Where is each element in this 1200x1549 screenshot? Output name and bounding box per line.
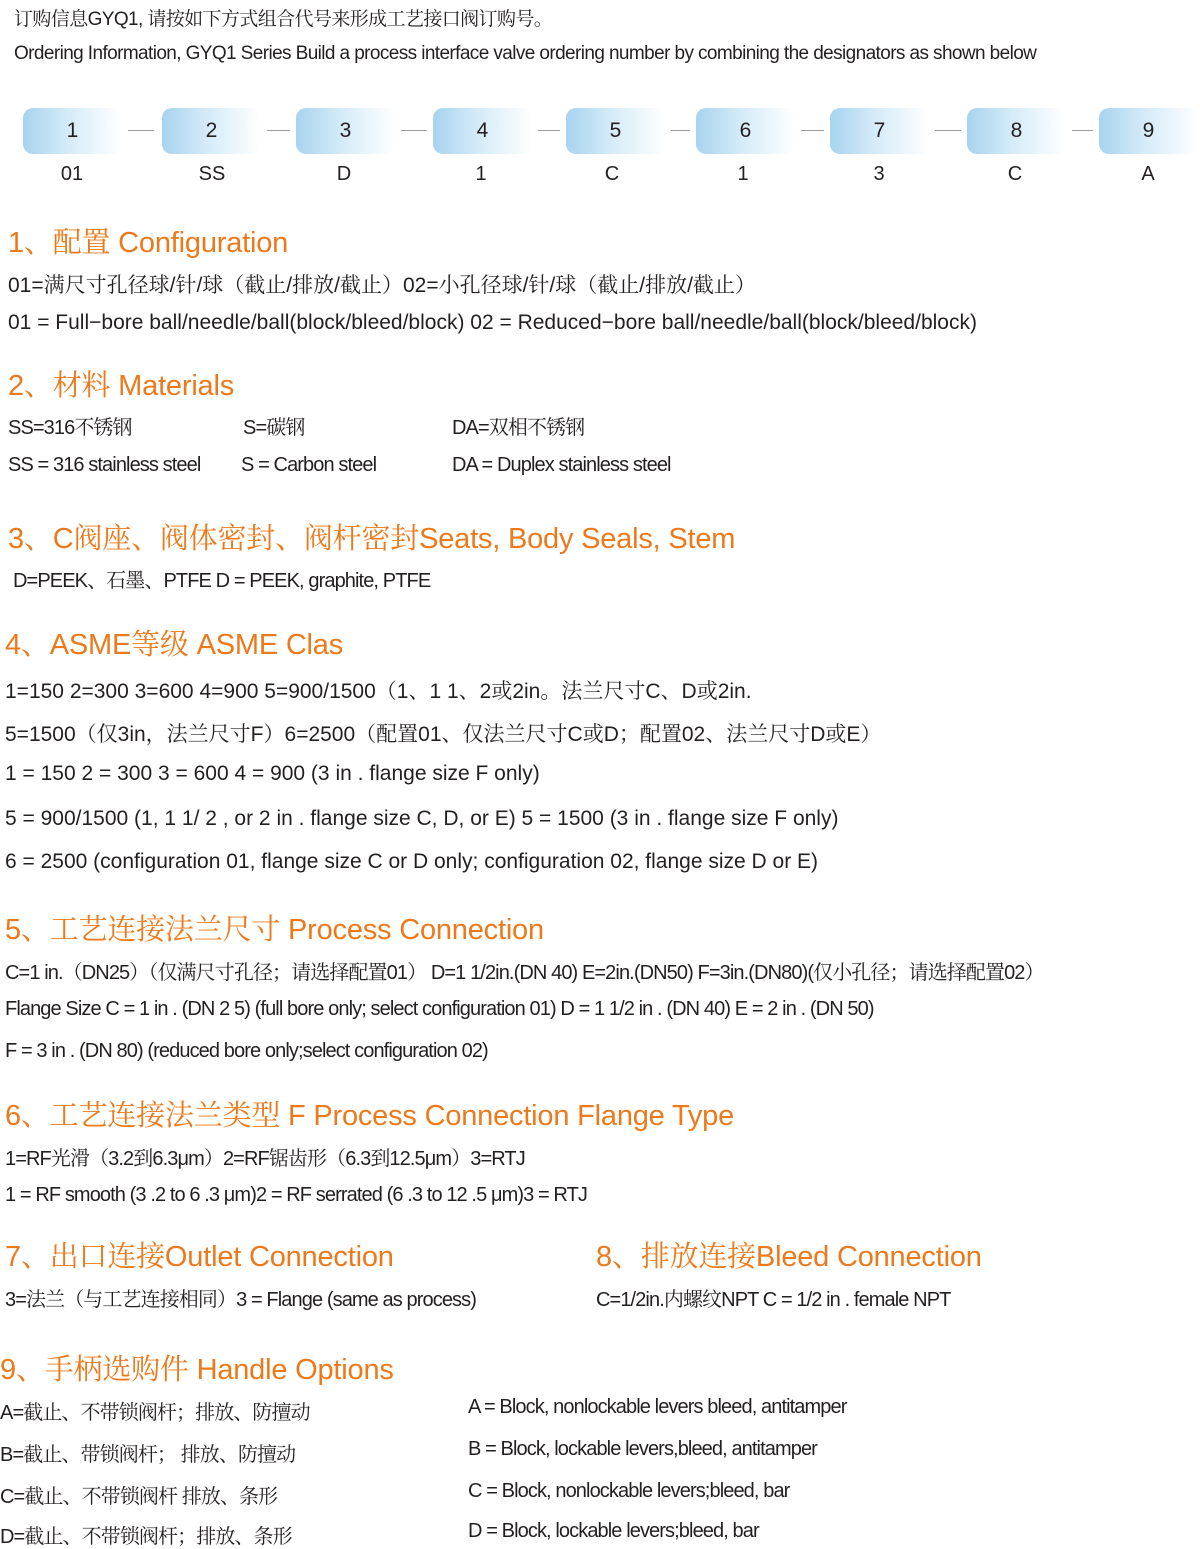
section-4-title: 4、ASME等级 ASME Clas xyxy=(5,629,344,661)
code-box-number: 2 xyxy=(205,119,218,142)
connector-line xyxy=(401,130,427,131)
code-box-9 xyxy=(1099,108,1198,154)
code-box-7 xyxy=(830,108,929,154)
section-9-title: 9、手柄选购件 Handle Options xyxy=(0,1354,394,1386)
connector-line xyxy=(128,130,154,131)
material-ss-en: SS = 316 stainless steel xyxy=(8,454,201,476)
code-value-5: C xyxy=(604,163,620,185)
section-1-en: 01 = Full−bore ball/needle/ball(block/bleed/block) 02 = Reduced−bore ball/needle/ball(block/bleed/block) xyxy=(8,311,977,334)
code-box-8 xyxy=(967,108,1066,154)
section-7-title: 7、出口连接Outlet Connection xyxy=(5,1241,394,1273)
section-4-line: 5=1500（仅3in，法兰尺寸F）6=2500（配置01、仅法兰尺寸C或D；配置02、法兰尺寸D或E） xyxy=(5,723,882,746)
code-value-8: C xyxy=(1007,163,1023,185)
section-1-cn: 01=满尺寸孔径球/针/球（截止/排放/截止）02=小孔径球/针/球（截止/排放/截止） xyxy=(8,274,756,297)
section-5-line: Flange Size C = 1 in . (DN 2 5) (full bore only; select configuration 01) D = 1 1/2 in . (DN 40) E = 2 in . (DN 50) xyxy=(5,998,874,1020)
code-box-4 xyxy=(433,108,532,154)
code-value-3: D xyxy=(336,163,352,185)
code-box-number: 3 xyxy=(339,119,352,142)
material-ss-cn: SS=316不锈钢 xyxy=(8,417,132,439)
code-box-number: 5 xyxy=(609,119,622,142)
material-s-cn: S=碳钢 xyxy=(243,417,305,439)
section-5-line: F = 3 in . (DN 80) (reduced bore only;select configuration 02) xyxy=(5,1040,488,1062)
connector-line xyxy=(267,130,290,131)
handle-option-c-en: C = Block, nonlockable levers;bleed, bar xyxy=(468,1480,790,1502)
section-8-title: 8、排放连接Bleed Connection xyxy=(596,1241,982,1273)
material-da-cn: DA=双相不锈钢 xyxy=(452,417,585,439)
section-4-line: 5 = 900/1500 (1, 1 1/ 2 , or 2 in . flange size C, D, or E) 5 = 1500 (3 in . flange size F only) xyxy=(5,807,839,830)
connector-line xyxy=(538,130,560,131)
connector-line xyxy=(1072,130,1093,131)
section-8-line: C=1/2in.内螺纹NPT C = 1/2 in . female NPT xyxy=(596,1289,951,1311)
handle-option-d-cn: D=截止、不带锁阀杆；排放、条形 xyxy=(0,1526,292,1548)
connector-line xyxy=(801,130,824,131)
code-box-2 xyxy=(162,108,261,154)
section-6-line: 1=RF光滑（3.2到6.3μm）2=RF锯齿形（6.3到12.5μm）3=RTJ xyxy=(5,1148,525,1170)
handle-option-b-cn: B=截止、带锁阀杆； 排放、防擅动 xyxy=(0,1444,296,1466)
code-box-number: 1 xyxy=(66,119,79,142)
handle-option-c-cn: C=截止、不带锁阀杆 排放、条形 xyxy=(0,1486,278,1508)
code-value-1: 01 xyxy=(60,163,84,185)
handle-option-a-cn: A=截止、不带锁阀杆；排放、防擅动 xyxy=(0,1402,310,1424)
material-s-en: S = Carbon steel xyxy=(241,454,377,476)
connector-line xyxy=(935,130,961,131)
code-value-7: 3 xyxy=(873,163,885,185)
material-da-en: DA = Duplex stainless steel xyxy=(452,454,671,476)
section-4-line: 1 = 150 2 = 300 3 = 600 4 = 900 (3 in . flange size F only) xyxy=(5,762,540,785)
section-3-line: D=PEEK、石墨、PTFE D = PEEK, graphite, PTFE xyxy=(13,570,431,592)
section-6-line: 1 = RF smooth (3 .2 to 6 .3 μm)2 = RF serrated (6 .3 to 12 .5 μm)3 = RTJ xyxy=(5,1184,588,1206)
section-6-title: 6、工艺连接法兰类型 F Process Connection Flange Type xyxy=(5,1100,735,1132)
code-value-9: A xyxy=(1141,163,1155,185)
code-box-6 xyxy=(696,108,795,154)
section-2-title: 2、材料 Materials xyxy=(8,370,235,402)
code-value-6: 1 xyxy=(737,163,749,185)
code-value-2: SS xyxy=(198,163,226,185)
handle-option-a-en: A = Block, nonlockable levers bleed, antitamper xyxy=(468,1396,847,1418)
handle-option-b-en: B = Block, lockable levers,bleed, antitamper xyxy=(468,1438,817,1460)
section-5-title: 5、工艺连接法兰尺寸 Process Connection xyxy=(5,914,544,946)
section-7-line: 3=法兰（与工艺连接相同）3 = Flange (same as process) xyxy=(5,1289,477,1311)
code-box-1 xyxy=(23,108,122,154)
code-box-number: 7 xyxy=(873,119,886,142)
section-5-line: C=1 in.（DN25）（仅满尺寸孔径；请选择配置01） D=1 1/2in.(DN 40) E=2in.(DN50) F=3in.(DN80)(仅小孔径；请选择配置02） xyxy=(5,962,1044,984)
section-4-line: 6 = 2500 (configuration 01, flange size C or D only; configuration 02, flange size D or E) xyxy=(5,850,819,873)
code-box-number: 8 xyxy=(1010,119,1023,142)
section-4-line: 1=150 2=300 3=600 4=900 5=900/1500（1、1 1、2或2in。法兰尺寸C、D或2in. xyxy=(5,680,752,703)
section-3-title: 3、C阀座、阀体密封、阀杆密封Seats, Body Seals, Stem xyxy=(8,523,736,555)
intro-cn: 订购信息GYQ1, 请按如下方式组合代号来形成工艺接口阀订购号。 xyxy=(14,9,553,30)
code-box-number: 4 xyxy=(476,119,489,142)
intro-en: Ordering Information, GYQ1 Series Build a process interface valve ordering number by combining the designators as shown below xyxy=(14,43,1037,64)
handle-option-d-en: D = Block, lockable levers;bleed, bar xyxy=(468,1520,759,1542)
connector-line xyxy=(671,130,690,131)
code-value-4: 1 xyxy=(475,163,487,185)
code-box-number: 6 xyxy=(739,119,752,142)
code-box-5 xyxy=(566,108,665,154)
code-box-3 xyxy=(296,108,395,154)
code-box-number: 9 xyxy=(1142,119,1155,142)
section-1-title: 1、配置 Configuration xyxy=(8,227,289,259)
